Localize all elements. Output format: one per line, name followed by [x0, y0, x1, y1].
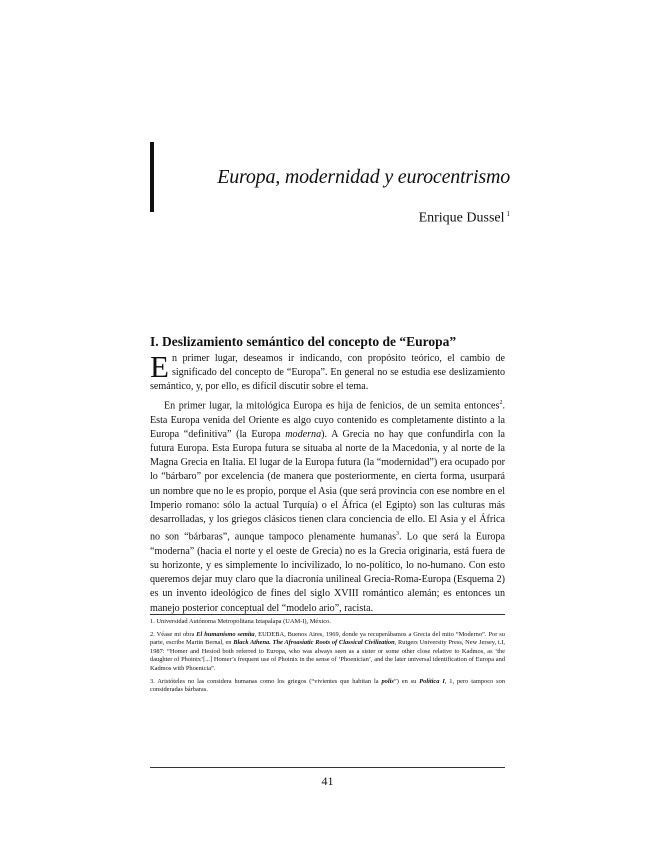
article-title: Europa, modernidad y eurocentrismo	[217, 166, 510, 188]
footnote-2	[150, 631, 505, 674]
paragraph-2	[150, 396, 505, 616]
paragraph-1	[150, 349, 505, 395]
footnote-separator	[150, 614, 505, 615]
footnote-ref-2: 2	[499, 400, 503, 406]
title-accent-bar	[150, 142, 154, 212]
footnote-3-term: polis	[381, 677, 394, 685]
author-name: Enrique Dussel	[418, 210, 505, 226]
footnote-2-text-d: , Rutgers University Press, New Jersey, t.I, 1987: “Homer and Hesiod both referred to Europa, who was always seen as a sister or some other close relative to Kadmos, as ‘the daughter of Phoinix’[...] Homer’s frequent use of Phoinix in the sense of ‘Phoenician’, and the later universal identification of Europa and Kadmos with Phoenicia”.	[150, 639, 505, 672]
footnote-3-text-c: ”) en su	[393, 677, 420, 685]
footnote-3	[150, 678, 505, 695]
drop-cap: E	[150, 349, 169, 384]
page-bottom-rule	[150, 767, 505, 768]
footnote-3-book-title: Política I	[419, 677, 445, 685]
author-line	[419, 210, 510, 227]
author-footnote-ref: 1	[506, 210, 510, 218]
paragraph-2-text-b: . Esta Europa venida del Oriente es algo cuyo contenido es completamente distinto a la Europa “definitiva” (la Europa	[150, 400, 505, 440]
footnote-2-book-title-2: Black Athena. The Afroasiatic Roots of Classical Civilization	[233, 639, 395, 647]
footnote-3-text-a: 3. Aristóteles no las considera humanas como los griegos (“vivientes que habitan la	[150, 677, 382, 685]
paragraph-1-text: n primer lugar, deseamos ir indicando, con propósito teórico, el cambio de significado del concepto de “Europa”. En general no se estudia ese deslizamiento semántico, y, por ello, es difícil discutir sobre el tema.	[150, 353, 505, 393]
footnote-2-text-a: 2. Véase mi obra	[150, 630, 197, 638]
paragraph-2-text-a: En primer lugar, la mitológica Europa es hija de fenicios, de un semita entonces	[164, 400, 500, 412]
footnote-2-book-title: El humanismo semita	[196, 630, 255, 638]
paragraph-2-text-d: . Lo que será la Europa “moderna” (hacia el norte y el oeste de Grecia) no es la Grecia originaria, está fuera de su horizonte, y es simplemente lo incivilizado, lo no-político, lo no-humano. Con esto queremos dejar muy claro que la diacronía unilineal Grecia-Roma-Europa (Esquema 2) es un invento ideológico de fines del siglo XVIII romántico alemán; es entonces un manejo posterior conceptual del “modelo ario”, racista.	[150, 531, 505, 614]
section-heading: I. Deslizamiento semántico del concepto de “Europa”	[150, 334, 457, 349]
paragraph-2-emphasis: moderna	[285, 428, 322, 440]
footnote-3-text-d: , 1, pero tampoco son consideradas bárbaras.	[150, 677, 505, 694]
footnote-2-text-c: , EUDEBA, Buenos Aires, 1969, donde ya recuperábamos a Grecia del mito “Moderno”. Por su parte, escribe Martin Bernal, en	[150, 630, 505, 647]
footnote-1: 1. Universidad Autónoma Metropolitana Iztapalapa (UAM-I), México.	[150, 618, 331, 625]
footnotes	[150, 618, 505, 699]
page-number: 41	[321, 774, 334, 788]
footnote-ref-3: 3	[396, 531, 400, 538]
paragraph-2-text-c: ). A Grecia no hay que confundirla con la futura Europa. Esta Europa futura se situaba al norte de la Macedonia, y al norte de la Magna Grecia en Italia. El lugar de la Europa futura (la “modernidad”) era ocupado por lo “bárbaro” por excelencia (de manera que posteriormente, en cierta forma, usurpará un nombre que no le es propio, porque el Asia (que será provincia con ese nombre en el Imperio romano: sólo la actual Turquía) o el África (el Egipto) son las culturas más desarrolladas, y los griegos clásicos tienen clara conciencia de ello. El Asia y el África no son “bárbaras”, aunque tampoco plenamente humanas	[150, 428, 505, 543]
